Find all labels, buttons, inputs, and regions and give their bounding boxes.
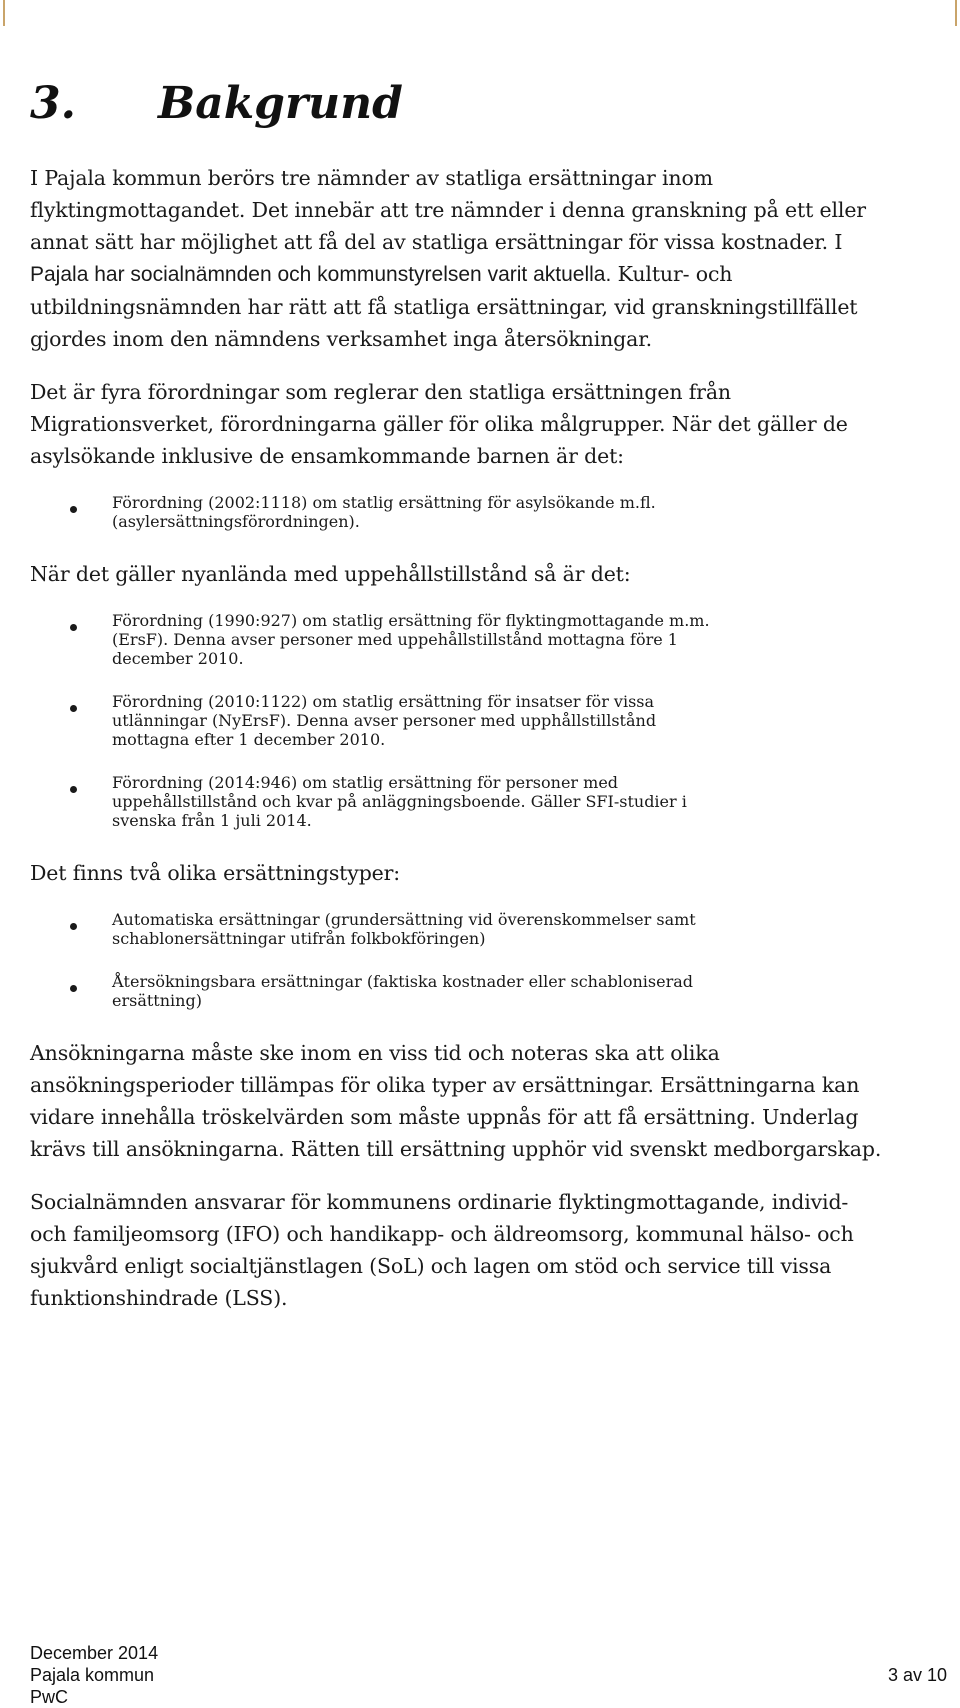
text-line: och familjeomsorg (IFO) och handikapp- och äldreomsorg, kommunal hälso- och bbox=[30, 1222, 854, 1246]
crop-mark-left bbox=[3, 0, 5, 26]
list-item bbox=[30, 972, 945, 1010]
text-line: flyktingmottagandet. Det innebär att tre nämnder i denna granskning på ett eller bbox=[30, 198, 866, 222]
bullet-icon bbox=[70, 985, 77, 992]
text-line: Det är fyra förordningar som reglerar den statliga ersättningen från bbox=[30, 380, 731, 404]
text-line: ersättning) bbox=[112, 991, 202, 1010]
paragraph-newcomers bbox=[30, 558, 945, 590]
list-asylum-regulations bbox=[30, 493, 945, 531]
text-line: sjukvård enligt socialtjänstlagen (SoL) och lagen om stöd och service till vissa bbox=[30, 1254, 832, 1278]
text-line: (asylersättningsförordningen). bbox=[112, 512, 360, 531]
list-item bbox=[30, 611, 945, 668]
section-heading bbox=[30, 76, 403, 132]
text-line: krävs till ansökningarna. Rätten till ersättning upphör vid svenskt medborgarskap. bbox=[30, 1137, 882, 1161]
text-line: (ErsF). Denna avser personer med uppehållstillstånd mottagna före 1 bbox=[112, 630, 678, 649]
text-line: mottagna efter 1 december 2010. bbox=[112, 730, 386, 749]
list-item bbox=[30, 773, 945, 830]
text-line: ansökningsperioder tillämpas för olika typer av ersättningar. Ersättningarna kan bbox=[30, 1073, 860, 1097]
footer-date: December 2014 bbox=[30, 1643, 159, 1663]
paragraph-applications bbox=[30, 1037, 945, 1165]
paragraph-compensation-types bbox=[30, 857, 945, 889]
bullet-icon bbox=[70, 624, 77, 631]
text-line: svenska från 1 juli 2014. bbox=[112, 811, 312, 830]
list-item bbox=[30, 692, 945, 749]
footer-company: PwC bbox=[30, 1687, 69, 1707]
text-line: I Pajala kommun berörs tre nämnder av statliga ersättningar inom bbox=[30, 166, 713, 190]
bullet-icon bbox=[70, 506, 77, 513]
list-item bbox=[30, 910, 945, 948]
text-line bbox=[30, 258, 945, 291]
text-line: Förordning (2014:946) om statlig ersättning för personer med bbox=[112, 773, 619, 792]
text-line: Det finns två olika ersättningstyper: bbox=[30, 861, 401, 885]
text-line: Förordning (2010:1122) om statlig ersättning för insatser för vissa bbox=[112, 692, 655, 711]
text-segment-sans: Pajala har socialnämnden och kommunstyrelsen varit aktuella. bbox=[30, 263, 612, 286]
text-line: Socialnämnden ansvarar för kommunens ordinarie flyktingmottagande, individ- bbox=[30, 1190, 849, 1214]
text-line: utbildningsnämnden har rätt att få statliga ersättningar, vid granskningstillfället bbox=[30, 295, 858, 319]
text-line: Förordning (1990:927) om statlig ersättning för flyktingmottagande m.m. bbox=[112, 611, 710, 630]
text-line: utlänningar (NyErsF). Denna avser personer med upphållstillstånd bbox=[112, 711, 657, 730]
text-segment: Kultur- och bbox=[611, 262, 733, 286]
text-line: Migrationsverket, förordningarna gäller för olika målgrupper. När det gäller de bbox=[30, 412, 848, 436]
paragraph-social-committee bbox=[30, 1186, 945, 1314]
page-number: 3 av 10 bbox=[887, 1665, 947, 1685]
text-line: Förordning (2002:1118) om statlig ersättning för asylsökande m.fl. bbox=[112, 493, 656, 512]
text-line: vidare innehålla tröskelvärden som måste uppnås för att få ersättning. Underlag bbox=[30, 1105, 859, 1129]
list-compensation-types bbox=[30, 910, 945, 1010]
bullet-icon bbox=[70, 705, 77, 712]
text-line: uppehållstillstånd och kvar på anläggningsboende. Gäller SFI-studier i bbox=[112, 792, 687, 811]
text-line: Ansökningarna måste ske inom en viss tid och noteras ska att olika bbox=[30, 1041, 720, 1065]
list-residence-regulations bbox=[30, 611, 945, 830]
text-line: gjordes inom den nämndens verksamhet inga återsökningar. bbox=[30, 327, 652, 351]
section-title: Bakgrund bbox=[158, 78, 403, 129]
text-line: När det gäller nyanlända med uppehållstillstånd så är det: bbox=[30, 562, 631, 586]
section-number: 3. bbox=[30, 78, 76, 129]
list-item bbox=[30, 493, 945, 531]
text-line: Återsökningsbara ersättningar (faktiska kostnader eller schabloniserad bbox=[112, 972, 694, 991]
text-line: funktionshindrade (LSS). bbox=[30, 1286, 288, 1310]
crop-mark-right bbox=[955, 0, 957, 26]
text-line: asylsökande inklusive de ensamkommande barnen är det: bbox=[30, 444, 624, 468]
bullet-icon bbox=[70, 786, 77, 793]
bullet-icon bbox=[70, 923, 77, 930]
text-line: december 2010. bbox=[112, 649, 244, 668]
paragraph-intro bbox=[30, 162, 945, 355]
text-line: annat sätt har möjlighet att få del av statliga ersättningar för vissa kostnader. I bbox=[30, 230, 843, 254]
footer-municipality: Pajala kommun bbox=[30, 1665, 155, 1685]
document-body bbox=[30, 162, 945, 1335]
paragraph-regulations bbox=[30, 376, 945, 472]
page-footer bbox=[30, 1642, 947, 1708]
text-line: schablonersättningar utifrån folkbokföringen) bbox=[112, 929, 486, 948]
text-line: Automatiska ersättningar (grundersättning vid överenskommelser samt bbox=[112, 910, 696, 929]
